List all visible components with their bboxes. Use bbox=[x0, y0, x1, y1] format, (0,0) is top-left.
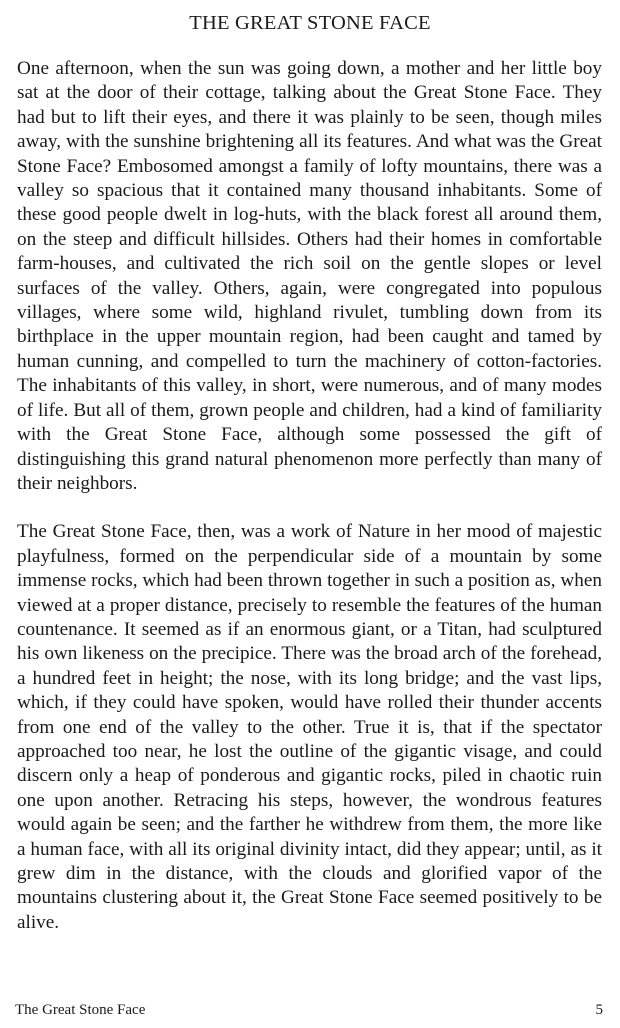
footer-book-title: The Great Stone Face bbox=[15, 1002, 146, 1018]
paragraph-1: One afternoon, when the sun was going down, a mother and her little boy sat at the door of their cottage, talking about the Great Stone Face. They had but to lift their eyes, and there it was plainly to be seen, though miles away, with the sunshine brightening all its features. And what was the Great Stone Face? Embosomed amongst a family of lofty mountains, there was a valley so spacious that it contained many thousand inhabitants. Some of these good people dwelt in log-huts, with the black forest all around them, on the steep and difficult hillsides. Others had their homes in comfortable farm-houses, and cultivated the rich soil on the gentle slopes or level surfaces of the valley. Others, again, were congregated into populous villages, where some wild, highland rivulet, tumbling down from its birthplace in the upper mountain region, had been caught and tamed by human cunning, and compelled to turn the machinery of cotton-factories. The inhabitants of this valley, in short, were numerous, and of many modes of life. But all of them, grown people and children, had a kind of familiarity with the Great Stone Face, although some possessed the gift of distinguishing this grand natural phenomenon more perfectly than many of their neighbors. bbox=[17, 58, 602, 494]
footer-page-number: 5 bbox=[595, 1002, 603, 1018]
page-title: THE GREAT STONE FACE bbox=[189, 12, 431, 34]
paragraph-2: The Great Stone Face, then, was a work of Nature in her mood of majestic playfulness, formed on the perpendicular side of a mountain by some immense rocks, which had been thrown together in such a position as, when viewed at a proper distance, precisely to resemble the features of the human countenance. It seemed as if an enormous giant, or a Titan, had sculptured his own likeness on the precipice. There was the broad arch of the forehead, a hundred feet in height; the nose, with its long bridge; and the vast lips, which, if they could have spoken, would have rolled their thunder accents from one end of the valley to the other. True it is, that if the spectator approached too near, he lost the outline of the gigantic visage, and could discern only a heap of ponderous and gigantic rocks, piled in chaotic ruin one upon another. Retracing his steps, however, the wondrous features would again be seen; and the farther he withdrew from them, the more like a human face, with all its original divinity intact, did they appear; until, as it grew dim in the distance, with the clouds and glorified vapor of the mountains clustering about it, the Great Stone Face seemed positively to be alive. bbox=[17, 521, 602, 933]
body-text bbox=[17, 57, 602, 935]
